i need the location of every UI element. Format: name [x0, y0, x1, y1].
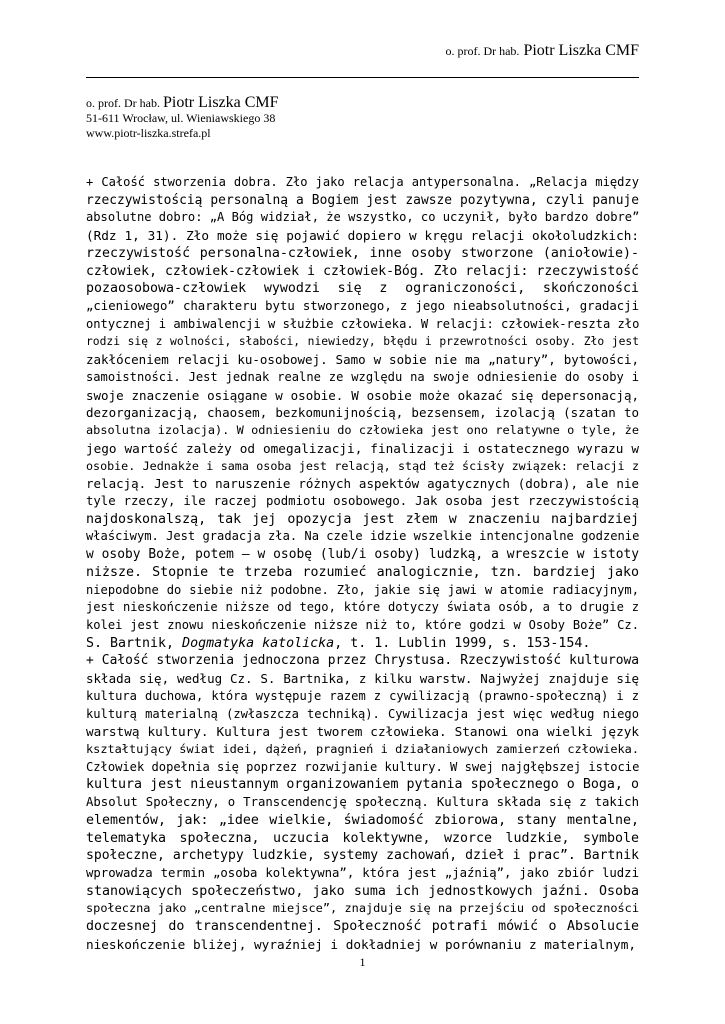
author-name-line [86, 95, 279, 111]
body-line: stanowiących społeczeństwo, jako suma ich jednostkowych jaźni. Osoba [86, 883, 639, 899]
body-line: kultura jest nieustannym organizowaniem pytania społecznego o Boga, o [86, 777, 639, 793]
body-line: właściwym. Jest gradacja zła. Na czele idzie wszelkie intencjonalne godzenie [86, 529, 640, 544]
body-line: samoistności. Jest jednak realne ze względu na swoje odniesienie do osoby i [86, 369, 639, 384]
body-line: doczesnej do transcendentnej. Społeczność potrafi mówić o Absolucie [86, 919, 639, 935]
body-line: ontycznej i ambiwalencji w służbie człowieka. W relacji: człowiek-reszta zło [86, 316, 640, 331]
book-title: Dogmatyka katolicka [182, 635, 335, 651]
body-line: kulturą materialną (zwłaszcza techniką). Cywilizacja jest więc według niego [86, 706, 639, 721]
body-line: osobie. Jednakże i sama osoba jest relacją, stąd też ścisły związek: relacji z [86, 458, 639, 473]
author-address: 51-611 Wrocław, ul. Wieniawskiego 38 [86, 111, 276, 125]
body-line: dezorganizacją, chaosem, bezkomunijnością, bezsensem, izolacją (szatan to [86, 405, 639, 421]
header-divider [86, 77, 639, 78]
author-prefix: o. prof. Dr hab. [86, 96, 160, 110]
body-line: kształtujący świat idei, dążeń, pragnień i działaniowych zamierzeń człowieka. [86, 742, 639, 756]
body-line: tyle rzeczy, ile raczej podmiotu osobowego. Jak osoba jest rzeczywistością [86, 493, 639, 508]
body-line: Człowiek dopełnia się poprzez rozwijanie kultury. W swej najgłębszej istocie [86, 759, 640, 774]
body-line: warstwą kultury. Kultura jest tworem człowieka. Stanowi ona wielki język [86, 724, 639, 740]
body-line: relacją. Jest to naruszenie różnych aspektów agatycznych (dobra), ale nie [86, 476, 639, 492]
body-line: + Całość stworzenia jednoczona przez Chrystusa. Rzeczywistość kulturowa [86, 653, 639, 669]
body-line: rzeczywistość personalna-człowiek, inne osoby stworzone (aniołowie)- [86, 245, 639, 261]
body-line: (Rdz 1, 31). Zło może się pojawić dopiero w kręgu relacji okołoludzkich: [86, 228, 639, 244]
body-line: społeczne, archetypy ludzkie, systemy zachowań, dzieł i prac”. Bartnik [86, 848, 639, 864]
body-line: rodzi się z wolności, słabości, niewiedzy, błędu i przewrotności osoby. Zło jest [86, 335, 639, 349]
body-line: składa się, według Cz. S. Bartnika, z kilku warstw. Najwyżej znajduje się [86, 671, 639, 687]
body-line: telematyka społeczna, uczucia kolektywne, wzorce ludzkie, symbole [86, 830, 639, 846]
body-line: człowiek, człowiek-człowiek i człowiek-Bóg. Zło relacji: rzeczywistość [86, 263, 639, 279]
body-line: pozaosobowa-człowiek wywodzi się z ograniczoności, skończoności [86, 281, 639, 297]
body-line: w osoby Boże, potem – w osobę (lub/i osoby) ludzką, a wreszcie w istoty [86, 547, 639, 563]
body-line: kolei jest znowu nieskończenie niższe niż to, które godzi w Osoby Boże” Cz. [86, 617, 639, 632]
body-line: swoje znaczenie osiągane w osobie. W osobie może okazać się depersonacją, [86, 387, 639, 403]
body-line: wprowadza termin „osoba kolektywna”, która jest „jaźnią”, jako zbiór ludzi [86, 866, 639, 881]
body-line: jego wartość zależy od omegalizacji, finalizacji i ostatecznego wyrazu w [86, 440, 639, 456]
body-line: Absolut Społeczny, o Transcendencję społeczną. Kultura składa się z takich [86, 795, 639, 810]
body-line [86, 635, 639, 653]
author-website: www.piotr-liszka.strefa.pl [86, 126, 211, 140]
body-line: kultura duchowa, która występuje razem z cywilizacją (prawno-społeczną) i z [86, 688, 639, 703]
running-header-name: Piotr Liszka CMF [523, 42, 639, 59]
body-line: jest nieskończenie niższe od tego, które dotyczy świata osób, a to drugie z [86, 600, 639, 615]
body-line: zakłóceniem relacji ku-osobowej. Samo w sobie nie ma „natury”, bytowości, [86, 352, 639, 368]
page-number: 1 [359, 955, 366, 969]
body-line: najdoskonalszą, tak jej opozycja jest złem w znaczeniu najbardziej [86, 511, 639, 527]
running-header-prefix: o. prof. Dr hab. [445, 44, 520, 58]
citation-text: S. Bartnik, [86, 635, 183, 651]
body-line: elementów, jak: „idee wielkie, świadomość zbiorowa, stany mentalne, [86, 812, 639, 828]
citation-text: , t. 1. Lublin 1999, s. 153-154. [334, 635, 591, 651]
body-line: „cieniowego” charakteru bytu stworzonego, z jego nieabsolutności, gradacji [86, 299, 639, 314]
body-line: + Całość stworzenia dobra. Zło jako relacja antypersonalna. „Relacja między [86, 175, 639, 189]
body-line: nieskończenie bliżej, wyraźniej i dokładniej w porównaniu z materialnym, [86, 936, 636, 952]
body-line: rzeczywistością personalną a Bogiem jest zawsze pozytywna, czyli panuje [86, 192, 639, 208]
author-block [86, 95, 279, 141]
body-text [86, 174, 639, 954]
author-name: Piotr Liszka CMF [162, 94, 279, 111]
body-line: absolutna izolacja). W odniesieniu do człowieka jest ono relatywne o tyle, że [86, 423, 639, 438]
body-line: społeczna jako „centralne miejsce”, znajduje się na przejściu od społeczności [86, 901, 639, 916]
running-header [445, 42, 639, 60]
body-line: niższe. Stopnie te trzeba rozumieć analogicznie, tzn. bardziej jako [86, 564, 639, 580]
body-line: absolutne dobro: „A Bóg widział, że wszystko, co uczynił, było bardzo dobre” [86, 210, 640, 225]
body-line: niepodobne do siebie niż podobne. Zło, jakie się jawi w atomie radiacyjnym, [86, 582, 639, 597]
